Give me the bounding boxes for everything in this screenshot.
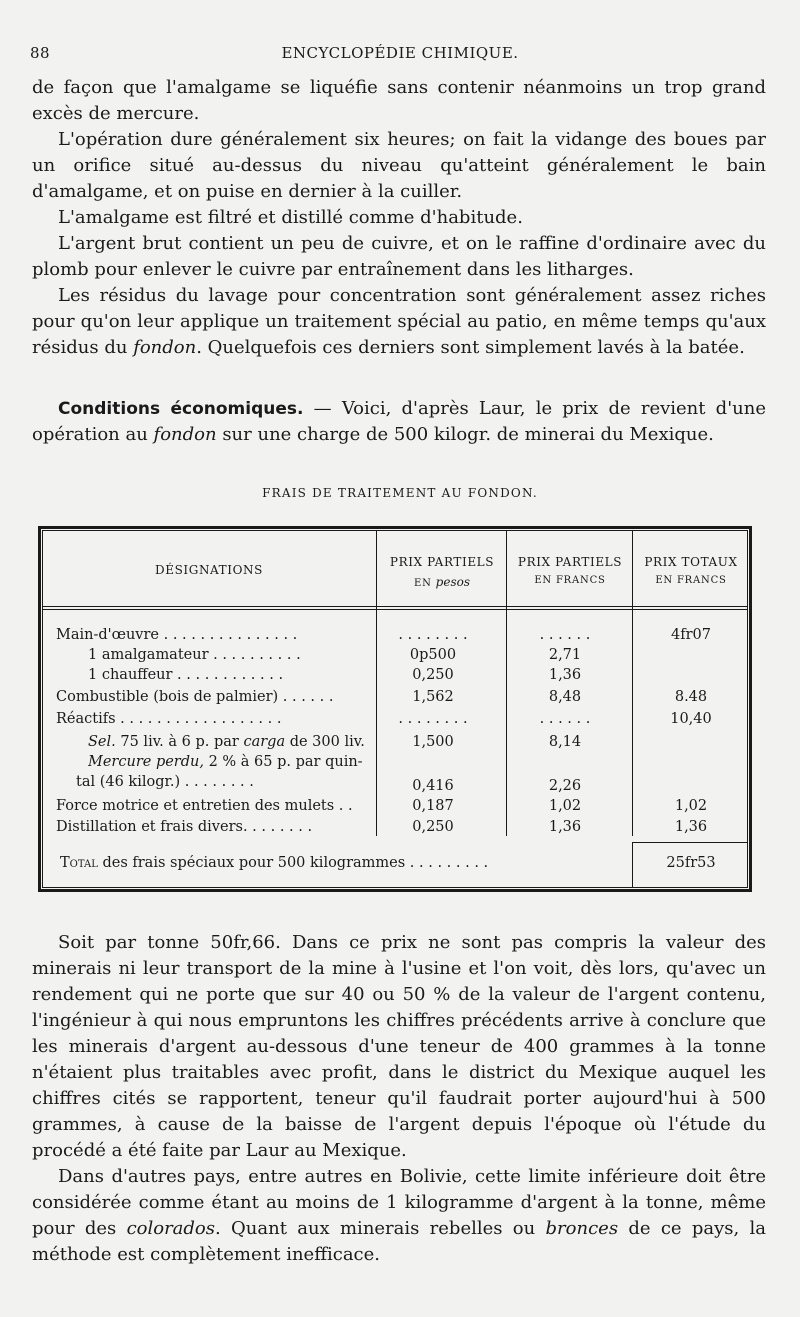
row-c2: 2,71 <box>548 647 582 663</box>
paragraph-bolivia: Dans d'autres pays, entre autres en Bolivie, cette limite inférieure doit être considérée comme étant au moins de 1 kilogramme d'argent à la tonne, même pour des colorados. Quant aux minerais rebelles ou bronces de ce pays, la méthode est complètement inefficace. <box>32 1166 766 1265</box>
row-c2: 8,14 <box>548 734 582 750</box>
header-designations: DÉSIGNATIONS <box>155 563 263 577</box>
row-c3: 1,36 <box>674 819 708 835</box>
row-c1: 0,250 <box>412 667 454 683</box>
header-rule-2 <box>42 609 748 610</box>
row-c2: 8,48 <box>548 689 582 705</box>
table-title: FRAIS DE TRAITEMENT AU FONDON. <box>262 486 538 500</box>
row-c1: 0,416 <box>412 778 454 794</box>
row-c1: 0,187 <box>412 798 454 814</box>
row-label: Combustible (bois de palmier) . . . . . . <box>56 689 334 705</box>
row-label: Distillation et frais divers. . . . . . . . <box>56 819 313 835</box>
col-sep-3-total <box>632 842 633 888</box>
row-c3: 1,02 <box>674 798 708 814</box>
row-c3: 8.48 <box>674 689 708 705</box>
section-economic <box>32 396 766 448</box>
row-c2: . . . . . . <box>539 711 591 727</box>
row-c1: 0,250 <box>412 819 454 835</box>
body-text-bottom <box>32 930 766 1268</box>
row-label: Main-d'œuvre . . . . . . . . . . . . . . . <box>56 627 298 643</box>
header-col3: PRIX TOTAUX EN FRANCS <box>644 555 738 586</box>
col-sep-1 <box>376 530 377 610</box>
row-c2: 2,26 <box>548 778 582 794</box>
paragraph-amalgam: L'amalgame est filtré et distillé comme d'habitude. <box>58 207 523 228</box>
row-label: 1 amalgamateur . . . . . . . . . . <box>88 647 301 663</box>
row-label: Mercure perdu, 2 % à 65 p. par quin- <box>88 754 363 770</box>
body-text-top <box>32 75 766 361</box>
row-c1: . . . . . . . . <box>398 627 468 643</box>
total-label: Total des frais spéciaux pour 500 kilogrammes . . . . . . . . . <box>60 855 489 871</box>
paragraph-per-tonne: Soit par tonne 50fr,66. Dans ce prix ne sont pas compris la valeur des minerais ni leur transport de la mine à l'usine et l'on voit, dès lors, qu'avec un rendement qui ne porte que sur 40 ou 50 % de la valeur de l'argent contenu, l'ingénieur à qui nous empruntons les chiffres précédents arrive à conclure que les minerais d'argent au-dessous d'une teneur de 400 grammes à la tonne n'étaient plus traitables avec profit, dans le district du Mexique auquel les chiffres cités se rapportent, teneur qu'il faudrait porter aujourd'hui à 500 grammes, à cause de la baisse de l'argent depuis l'époque où l'étude du procédé a été faite par Laur au Mexique. <box>32 932 766 1161</box>
section-title: Conditions économiques. <box>58 399 304 419</box>
col-sep-3 <box>632 530 633 836</box>
row-label: Réactifs . . . . . . . . . . . . . . . . . . <box>56 711 282 727</box>
total-value: 25fr53 <box>666 855 716 871</box>
row-label: tal (46 kilogr.) . . . . . . . . <box>76 774 254 790</box>
header-col1: PRIX PARTIELS EN pesos <box>389 555 495 589</box>
row-c1: . . . . . . . . <box>398 711 468 727</box>
row-c2: 1,36 <box>548 819 582 835</box>
row-c2: 1,02 <box>548 798 582 814</box>
row-c1: 1,500 <box>412 734 454 750</box>
row-label: 1 chauffeur . . . . . . . . . . . . <box>88 667 284 683</box>
row-c2: . . . . . . <box>539 627 591 643</box>
row-c1: 1,562 <box>412 689 454 705</box>
paragraph-continuation: de façon que l'amalgame se liquéfie sans contenir néanmoins un trop grand excès de mercure. <box>32 77 766 124</box>
row-c3: 10,40 <box>670 711 712 727</box>
running-title: ENCYCLOPÉDIE CHIMIQUE. <box>281 44 519 62</box>
row-label: Force motrice et entretien des mulets . . <box>56 798 353 814</box>
row-c2: 1,36 <box>548 667 582 683</box>
paragraph-residues: Les résidus du lavage pour concentration sont généralement assez riches pour qu'on leur applique un traitement spécial au patio, en même temps qu'aux résidus du fondon. Quelquefois ces derniers sont simplement lavés à la batée. <box>32 285 766 358</box>
row-c3: 4fr07 <box>671 627 711 643</box>
section-paragraph: Conditions économiques. — Voici, d'après Laur, le prix de revient d'une opération au fondon sur une charge de 500 kilogr. de minerai du Mexique. <box>32 398 766 445</box>
col-sep-1b <box>376 610 377 836</box>
paragraph-raw-silver: L'argent brut contient un peu de cuivre, et on le raffine d'ordinaire avec du plomb pour enlever le cuivre par entraînement dans les litharges. <box>32 233 766 280</box>
page-header <box>30 44 770 68</box>
header-col2: PRIX PARTIELS EN FRANCS <box>517 555 623 586</box>
col-sep-2 <box>506 530 507 836</box>
total-rule <box>632 842 748 843</box>
page-number: 88 <box>30 44 51 62</box>
header-rule <box>42 606 748 607</box>
row-label: Sel. 75 liv. à 6 p. par carga de 300 liv. <box>88 734 365 750</box>
row-c1: 0p500 <box>409 647 457 663</box>
paragraph-operation: L'opération dure généralement six heures; on fait la vidange des boues par un orifice situé au-dessus du niveau qu'atteint généralement le bain d'amalgame, et on puise en dernier à la cuiller. <box>32 129 766 202</box>
